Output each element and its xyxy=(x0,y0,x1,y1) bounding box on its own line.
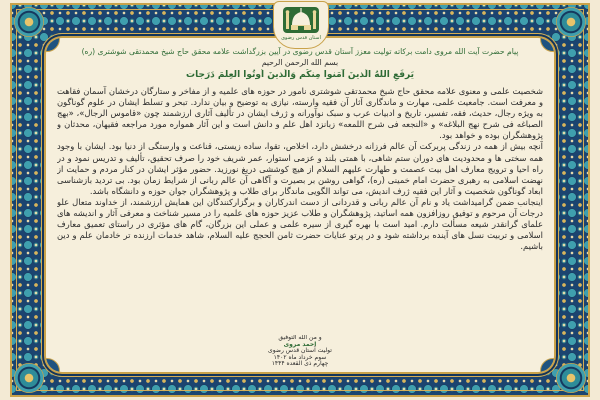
logo-caption: آستان قدس رضوی xyxy=(281,35,321,41)
body-paragraph: شخصیت علمی و معنوی علامه محقق حاج شیخ محمدتقی شوشتری نامور در حوزه های علمیه و از مفاخر و ستارگان درخشان آسمان فقاهت و معرفت است. جامعیت علمی، مهارت و ماندگاری آثار آن فقیه وارسته، نیازی به توضیح و بیان ندارد. تبحر و تسلط ایشان در علوم گوناگون به ویژه رجال، حدیث، فقه، تفسیر، تاریخ و ادبیات عرب و سبک نوآورانه و ژرف ایشان در تألیف آثاری ارزشمند چون «قاموس الرجال»، «بهج الصباغه فی شرح نهج البلاغه» و «النجعه فی شرح اللمعه» زبانزد اهل علم و دانش است و این آثار همواره مورد مراجعه فقیهان، محدثان و پژوهشگران بوده و خواهد بود. xyxy=(57,86,543,141)
body-paragraph: آنچه بیش از همه در زندگی پربرکت آن عالم فرزانه درخشش دارد، اخلاص، تقوا، ساده زیستی، قناعت و وارستگی از دنیا بود. ایشان با وجود همه سختی ها و محدودیت های دوران ستم شاهی، با همتی بلند و عزمی استوار، عمر شریف خود را صرف تحقیق، تألیف و تدریس نمود و در راه احیا و ترویج معارف اهل بیت عصمت و طهارت علیهم السلام از هیچ کوششی دریغ نورزید. حضور مؤثر ایشان در کنار مردم و حمایت از نهضت اسلامی به رهبری حضرت امام خمینی (ره)، گواهی روشن بر بصیرت و آگاهی آن عالم ربانی از شرایط زمان بود. بی تردید بازشناسی ابعاد گوناگون شخصیت و آثار این فقیه ژرف اندیش، می تواند الگویی ماندگار برای طلاب و پژوهشگران جوان حوزه و دانشگاه باشد. xyxy=(57,141,543,196)
corner-rosette-ornament xyxy=(14,7,44,37)
corner-rosette-ornament xyxy=(556,363,586,393)
bismillah: بسم الله الرحمن الرحیم xyxy=(261,58,339,67)
date-lunar: چهارم ذی القعده ۱۴۴۴ xyxy=(271,360,329,368)
corner-rosette-ornament xyxy=(556,7,586,37)
shrine-emblem-icon xyxy=(281,5,321,35)
body-paragraph: اینجانب ضمن گرامیداشت یاد و نام آن عالم ربانی و قدردانی از دست اندرکاران و برگزارکنندگان این همایش ارزشمند، از خداوند متعال علو درجات آن مرحوم و توفیق روزافزون همه اساتید، پژوهشگران و طلاب عزیز حوزه های علمیه را در مسیر شناخت و معرفی آثار و اندیشه های علمای گرانقدر شیعه مسألت دارم. امید است با بهره گیری از سیره علمی و عملی این بزرگان، گام های مؤثری در راستای تعمیق معارف اسلامی و تربیت نسل های آینده برداشته شود و در پرتو عنایات حضرت ثامن الحجج علیه السلام، شاهد خدمات ارزنده تر خادمان علم و دین باشیم. xyxy=(57,196,543,252)
corner-arch-ornament xyxy=(540,38,554,52)
message-title: پیام حضرت آیت الله مروی دامت برکاته تولیت معزز آستان قدس رضوی در آیین بزرگداشت علامه محقق حاج شیخ محمدتقی شوشتری (ره) xyxy=(81,47,519,56)
corner-arch-ornament xyxy=(46,358,60,372)
date-solar: سوم خرداد ماه ۱۴۰۲ xyxy=(273,353,327,361)
signatory-name: احمد مروی xyxy=(283,340,317,348)
corner-rosette-ornament xyxy=(14,363,44,393)
signature-block xyxy=(200,335,400,369)
message-body xyxy=(57,86,543,332)
signatory-position: تولیت آستان قدس رضوی xyxy=(268,347,332,355)
closing-phrase: و من الله التوفیق xyxy=(278,335,322,341)
quran-verse: یَرفَعِ اللهُ الَّذینَ آمَنوا مِنکُم وَالَّذینَ اُوتُوا العِلمَ دَرَجات xyxy=(186,70,414,80)
corner-arch-ornament xyxy=(540,358,554,372)
logo xyxy=(273,1,329,49)
